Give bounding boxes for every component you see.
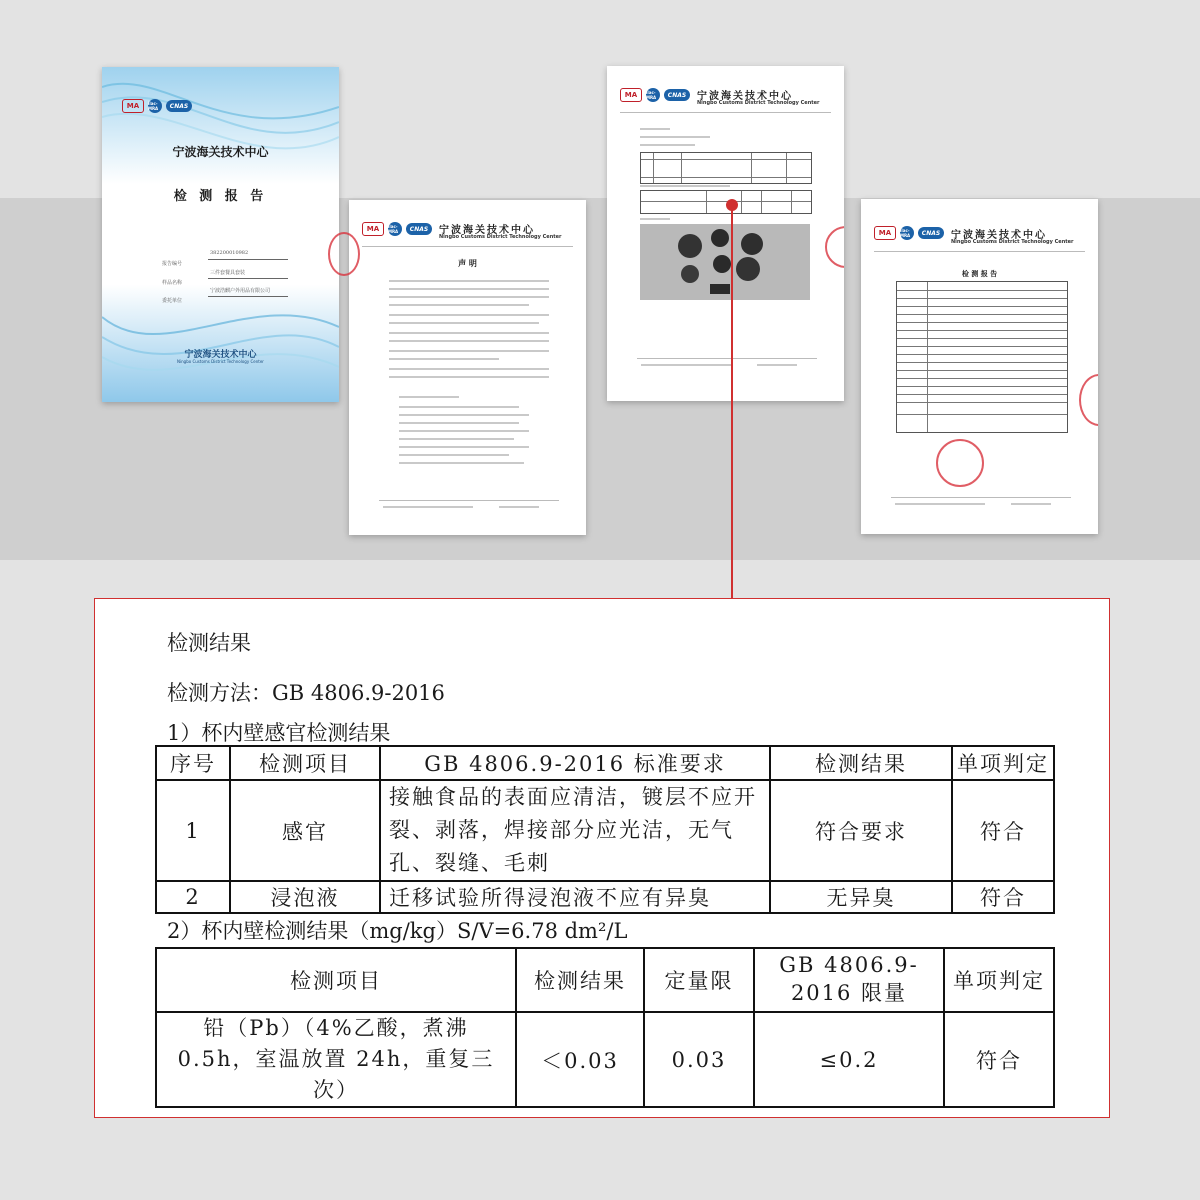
cnas-logo-icon: CNAS xyxy=(664,89,690,101)
cover-footer-en: Ningbo Customs District Technology Center xyxy=(177,359,264,364)
cover-field-2 xyxy=(162,269,292,288)
footer-divider xyxy=(379,500,559,501)
zoom-connector-line xyxy=(731,206,733,630)
cover-page[interactable] xyxy=(102,67,339,402)
page-logos xyxy=(620,88,690,102)
results-page[interactable] xyxy=(607,66,844,401)
header-divider xyxy=(874,251,1085,252)
column-header: 检测结果 xyxy=(516,948,644,1012)
table-cell: 迁移试验所得浸泡液不应有异臭 xyxy=(380,881,770,913)
cnas-logo-icon: CNAS xyxy=(406,223,432,235)
sensory-results-table xyxy=(155,745,1055,914)
column-header: 检测项目 xyxy=(156,948,516,1012)
column-header: 序号 xyxy=(156,746,230,780)
field-label: 委托单位 xyxy=(162,298,183,304)
cma-logo-icon: MA xyxy=(874,226,896,240)
ilac-logo-icon: ilac-MRA xyxy=(900,226,914,240)
table-cell: 符合 xyxy=(944,1012,1054,1107)
ilac-logo-icon: ilac-MRA xyxy=(148,99,162,113)
sample-photo xyxy=(640,224,810,300)
cma-logo-icon: MA xyxy=(620,88,642,102)
statement-title: 声 明 xyxy=(458,259,477,268)
statement-page[interactable] xyxy=(349,200,586,535)
table-cell: ＜0.03 xyxy=(516,1012,644,1107)
lead-results-table xyxy=(155,947,1055,1108)
table-cell: 浸泡液 xyxy=(230,881,380,913)
page-header-title: 宁波海关技术中心 xyxy=(697,91,793,102)
results-heading: 检测结果 xyxy=(167,631,251,655)
table-row xyxy=(156,881,1054,913)
edge-stamp xyxy=(1079,374,1098,426)
cover-field-1 xyxy=(162,250,292,269)
table-header-row xyxy=(156,948,1054,1012)
cnas-logo-icon: CNAS xyxy=(918,227,944,239)
cover-field-3 xyxy=(162,287,292,306)
page-header-title: 宁波海关技术中心 xyxy=(439,225,535,236)
cover-edge-stamp xyxy=(328,232,360,276)
field-value: 382200010982 xyxy=(210,250,249,256)
table-cell: 1 xyxy=(156,780,230,881)
footer-divider xyxy=(637,358,817,359)
cover-org-title: 宁波海关技术中心 xyxy=(172,145,269,159)
page-header-subtitle: Ningbo Customs District Technology Center xyxy=(439,234,562,240)
page-logos xyxy=(874,226,944,240)
footer-divider xyxy=(891,497,1071,498)
official-stamp xyxy=(936,439,984,487)
table-header-row xyxy=(156,746,1054,780)
table-cell: 符合 xyxy=(952,780,1054,881)
page-header-title: 宁波海关技术中心 xyxy=(951,230,1047,241)
page-header-subtitle: Ningbo Customs District Technology Center xyxy=(697,100,820,106)
report-page-title: 检 测 报 告 xyxy=(961,270,998,278)
page-logos xyxy=(362,222,432,236)
report-page[interactable] xyxy=(861,199,1098,534)
cma-logo-icon: MA xyxy=(122,99,144,113)
column-header: GB 4806.9-2016 标准要求 xyxy=(380,746,770,780)
table-cell: 2 xyxy=(156,881,230,913)
table-cell: ≤0.2 xyxy=(754,1012,944,1107)
section-1-title: 1）杯内壁感官检测结果 xyxy=(167,721,391,745)
field-value: 三件套餐具套装 xyxy=(210,270,246,276)
ilac-logo-icon: ilac-MRA xyxy=(646,88,660,102)
test-method: 检测方法：GB 4806.9-2016 xyxy=(167,681,445,705)
zoomed-results-panel xyxy=(94,598,1110,1118)
header-divider xyxy=(362,246,573,247)
column-header: 单项判定 xyxy=(952,746,1054,780)
header-divider xyxy=(620,112,831,113)
field-label: 样品名称 xyxy=(162,280,183,286)
cover-footer-cn: 宁波海关技术中心 xyxy=(184,350,257,360)
official-stamp xyxy=(825,226,844,268)
column-header: 检测结果 xyxy=(770,746,952,780)
column-header: 定量限 xyxy=(644,948,754,1012)
table-cell: 无异臭 xyxy=(770,881,952,913)
field-label: 报告编号 xyxy=(162,261,183,267)
column-header: 检测项目 xyxy=(230,746,380,780)
table-cell: 感官 xyxy=(230,780,380,881)
table-row xyxy=(156,1012,1054,1107)
table-cell: 接触食品的表面应清洁，镀层不应开裂、剥落，焊接部分应光洁，无气孔、裂缝、毛刺 xyxy=(380,780,770,881)
table-cell: 符合要求 xyxy=(770,780,952,881)
cover-report-title: 检 测 报 告 xyxy=(173,189,268,204)
field-value: 宁波浩麒户外用品有限公司 xyxy=(210,288,271,294)
cma-logo-icon: MA xyxy=(362,222,384,236)
table-row xyxy=(156,780,1054,881)
column-header: GB 4806.9-2016 限量 xyxy=(754,948,944,1012)
column-header: 单项判定 xyxy=(944,948,1054,1012)
report-info-table xyxy=(896,281,1068,433)
mini-table-1 xyxy=(640,152,812,184)
table-cell: 符合 xyxy=(952,881,1054,913)
table-cell: 铅（Pb）（4%乙酸，煮沸 0.5h，室温放置 24h，重复三次） xyxy=(156,1012,516,1107)
cover-logos xyxy=(122,99,192,113)
page-header-subtitle: Ningbo Customs District Technology Center xyxy=(951,239,1074,245)
table-cell: 0.03 xyxy=(644,1012,754,1107)
ilac-logo-icon: ilac-MRA xyxy=(388,222,402,236)
cnas-logo-icon: CNAS xyxy=(166,100,192,112)
section-2-title: 2）杯内壁检测结果（mg/kg）S/V=6.78 dm²/L xyxy=(167,919,628,943)
zoom-connector-dot xyxy=(726,199,738,211)
